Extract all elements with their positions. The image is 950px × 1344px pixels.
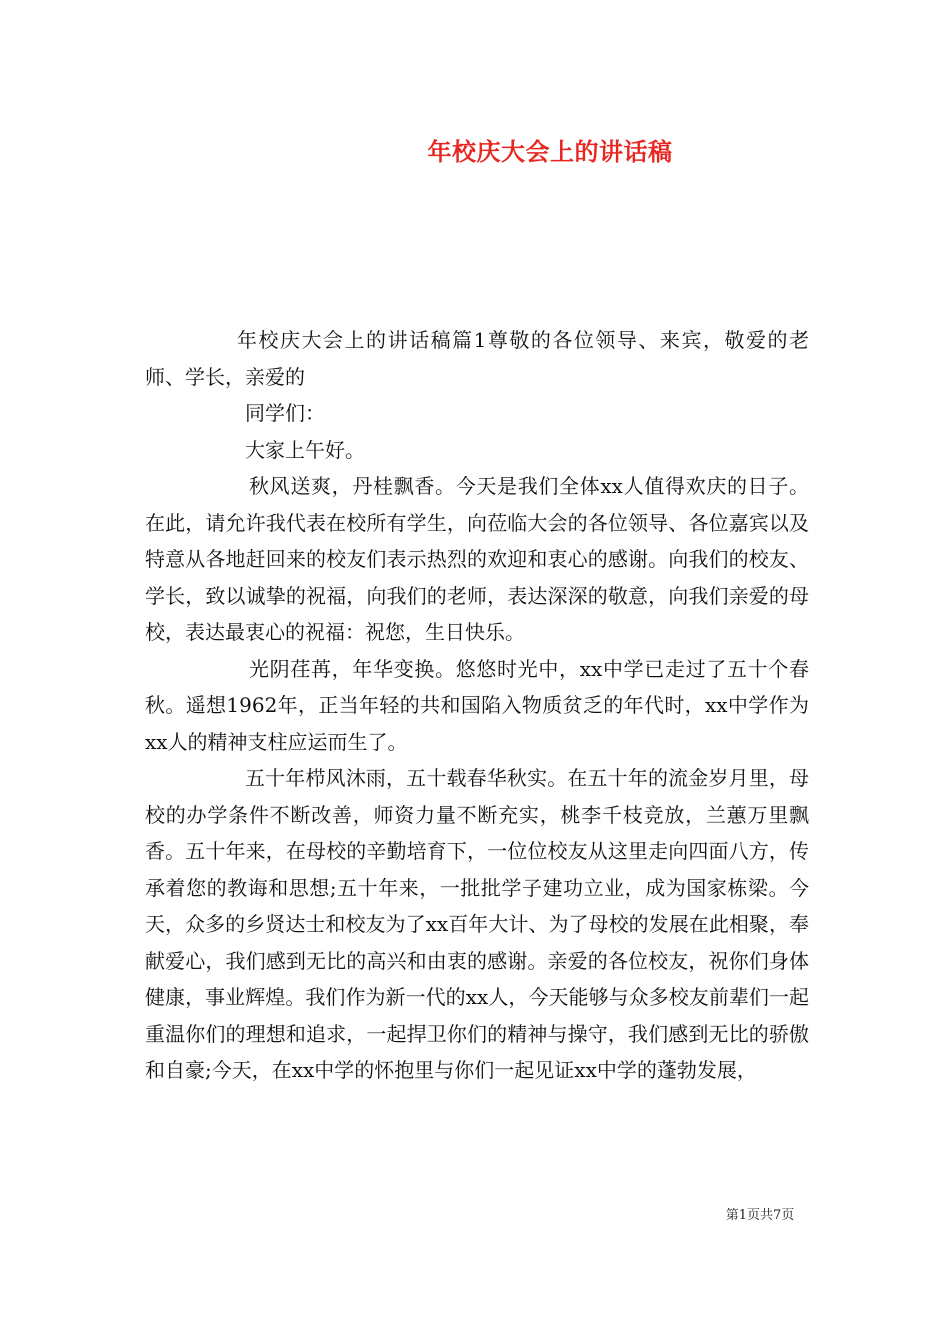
paragraph-fifty-years: 五十年栉风沐雨，五十载春华秋实。在五十年的流金岁月里，母校的办学条件不断改善，师资力量不断充实，桃李千枝竞放，兰蕙万里飘香。五十年来，在母校的辛勤培育下，一位位校友从这里走向四面八方，传承着您的教诲和思想;五十年来，一批批学子建功立业，成为国家栋梁。今天，众多的乡贤达士和校友为了xx百年大计、为了母校的发展在此相聚，奉献爱心，我们感到无比的高兴和由衷的感谢。亲爱的各位校友，祝你们身体健康，事业辉煌。我们作为新一代的xx人，今天能够与众多校友前辈们一起重温你们的理想和追求，一起捍卫你们的精神与操守，我们感到无比的骄傲和自豪;今天，在xx中学的怀抱里与你们一起见证xx中学的蓬勃发展，: [145, 766, 809, 1082]
document-title: 年校庆大会上的讲话稿: [427, 138, 673, 166]
paragraph-good-morning: 大家上午好。: [245, 437, 365, 462]
paragraph-time-passes: 光阴荏苒，年华变换。悠悠时光中，xx中学已走过了五十个春秋。遥想1962年，正当年轻的共和国陷入物质贫乏的年代时，xx中学作为xx人的精神支柱应运而生了。: [145, 656, 809, 754]
document-body: [145, 322, 809, 1089]
paragraph-salutation: 同学们：: [245, 401, 325, 425]
page-number-footer: 第1页共7页: [725, 1208, 795, 1223]
paragraph-autumn: 秋风送爽，丹桂飘香。今天是我们全体xx人值得欢庆的日子。在此，请允许我代表在校所有学生，向莅临大会的各位领导、各位嘉宾以及特意从各地赶回来的校友们表示热烈的欢迎和衷心的感谢。向我们的校友、学长，致以诚挚的祝福，向我们的老师，表达深深的敬意，向我们亲爱的母校，表达最衷心的祝福：祝您，生日快乐。: [145, 474, 809, 644]
paragraph-greeting: 年校庆大会上的讲话稿篇1尊敬的各位领导、来宾，敬爱的老师、学长，亲爱的: [145, 328, 809, 389]
